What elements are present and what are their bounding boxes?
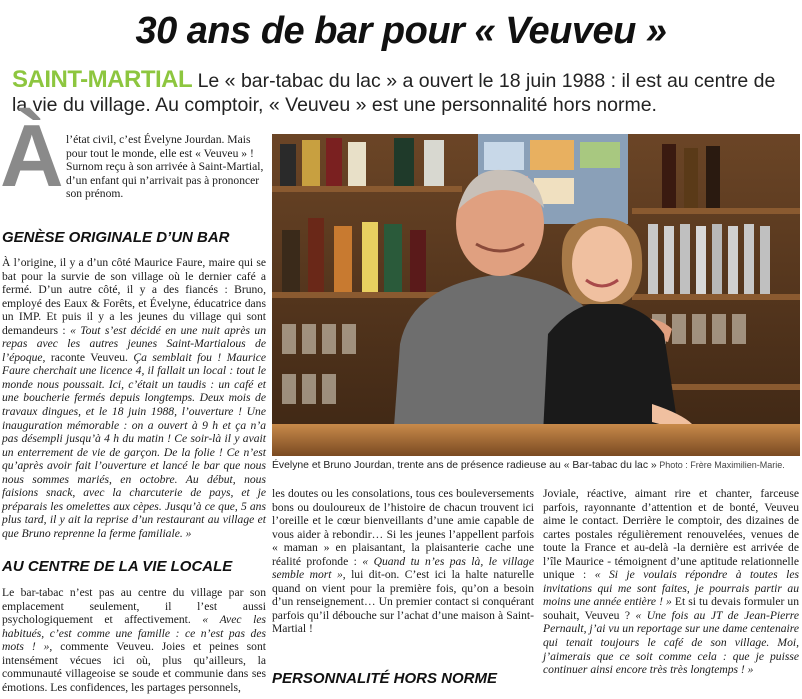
section-title-genese: GENÈSE ORIGINALE D’UN BAR [2,229,230,246]
photo-illustration [272,134,800,456]
paragraph-text: Et si tu devais formuler un souhait, Veuveu ? [543,595,800,622]
column-3 [543,487,799,677]
column-1-bottom [2,586,266,694]
paragraph-text: les doutes ou les consolations, tous ces bouleversements bons ou douloureux de l’histoire de chacun trouvent ici l’oreille et le cœur bienveillants d’une amie capable de vous aider à rebondir… Si les jeunes l’appellent parfois « maman » en plaisantant, la plaisanterie cache une réalité profonde : [272,487,534,568]
drop-cap: À [0,106,64,205]
article-headline: 30 ans de bar pour « Veuveu » [135,10,667,52]
caption-text: Évelyne et Bruno Jourdan, trente ans de présence radieuse au « Bar-tabac du lac » [272,460,657,471]
paragraph-text: raconte Veuveu. [45,350,134,364]
photo-caption [272,459,800,472]
paragraph-text: À l’origine, il y a d’un côté Maurice Faure, maire qui se bat pour la survie de son village où le dernier café a fermé. D’un autre côté, il y a des fiancés : Bruno, employé des Eaux & Forêts, et Évelyne, éducatrice dans un IMP. Et puis il y a les jeunes du village qui sont demandeurs : [2,256,266,337]
bar-photo [272,134,800,456]
column-2 [272,487,534,636]
paragraph-text: , commente Veuveu. Joies et peines sont intensément vécues ici où, plus qu’ailleurs, la communauté villageoise se soude et communie dans ses émotions. Les confidences, les partages personnels, [2,640,266,694]
photo-credit: Photo : Frère Maximilien-Marie. [656,460,785,470]
lead-text: Le « bar-tabac du lac » a ouvert le 18 juin 1988 : il est au centre de la vie du village. Au comptoir, « Veuveu » est une personnalité hors norme. [12,70,776,116]
quote-text: « Si je voulais répondre à toutes les invitations qui me sont faites, je pourrais partir au moins une année entière ! » [543,568,799,609]
quote-text: « Avec les habitués, c’est comme une famille : ce n’est pas des mots ! » [2,613,266,654]
paragraph-text: Le bar-tabac n’est pas au centre du village par son emplacement seulement, il l’est aussi psychologiquement et affectivement. [2,586,266,627]
quote-text: Ça semblait fou ! Maurice Faure cherchait une licence 4, il fallait un local : tout le monde nous poussait. Ici, c’était un taudis : un café et une boucherie fermés depuis longtemps. Deux mois de travaux dingues, et le 18 juin 1988, l’ouverture ! Une inauguration mémorable : on a ouvert à 9 h et ça n’a pas désempli jusqu’à 4 h du matin ! Ce soir-là il y avait un enterrement de vie de garçon. De la folie ! Ce n’est qu’après avoir fait l’ouverture et lancé le bar que nous nous sommes mariés, en octobre. Au début, nous faisions snack, avec la charcuterie de pays, et je préparais les omelettes aux cèpes. Jusqu’à ce que, 5 ans plus tard, il y ait la reprise d’un restaurant au village et que Bruno reprenne la ferme familiale. » [2,350,266,540]
quote-text: « Une fois au JT de Jean-Pierre Pernault, j’ai vu un reportage sur une dame centenaire qui tenait toujours le café de son village. Moi, j’aimerais que ce soit comme cela : que je puisse continuer ainsi encore très très longtemps ! » [543,608,800,677]
section-title-centre: AU CENTRE DE LA VIE LOCALE [2,558,233,575]
paragraph-text: , lui dit-on. C’est ici la halte naturelle quand on vient pour la première fois, qu’on a besoin d’un renseignement… Un premier contact si conquérant parfois qu’il débouche sur l’achat d’une maison à Saint-Martial ! [272,568,534,636]
intro-paragraph: l’état civil, c’est Évelyne Jourdan. Mais pour tout le monde, elle est « Veuveu » ! Surnom reçu à son arrivée à Saint-Martial, d’un enfant qui n’arrivait pas à prononcer son prénom. [66,133,264,201]
quote-text: « Tout s’est décidé en une nuit après un repas avec les autres jeunes Saint-Martialous de l’époque, [2,323,266,364]
section-title-personnalite: PERSONNALITÉ HORS NORME [272,670,498,687]
paragraph-text: Joviale, réactive, aimant rire et chanter, farceuse parfois, rayonnante d’attention et de bonté, Veuveu aime le contact. Derrière le comptoir, des dizaines de cartes postales régulièrement renouvelées, venues de toute la France et au-delà -la dernière est arrivée de l’île Maurice - témoignent d’une aptitude relationnelle unique : [543,487,799,582]
quote-text: « Quand tu n’es pas là, le village semble mort » [272,554,535,582]
location-label: SAINT-MARTIAL [12,66,193,93]
article-lead [12,68,792,117]
column-1-top [2,256,266,540]
